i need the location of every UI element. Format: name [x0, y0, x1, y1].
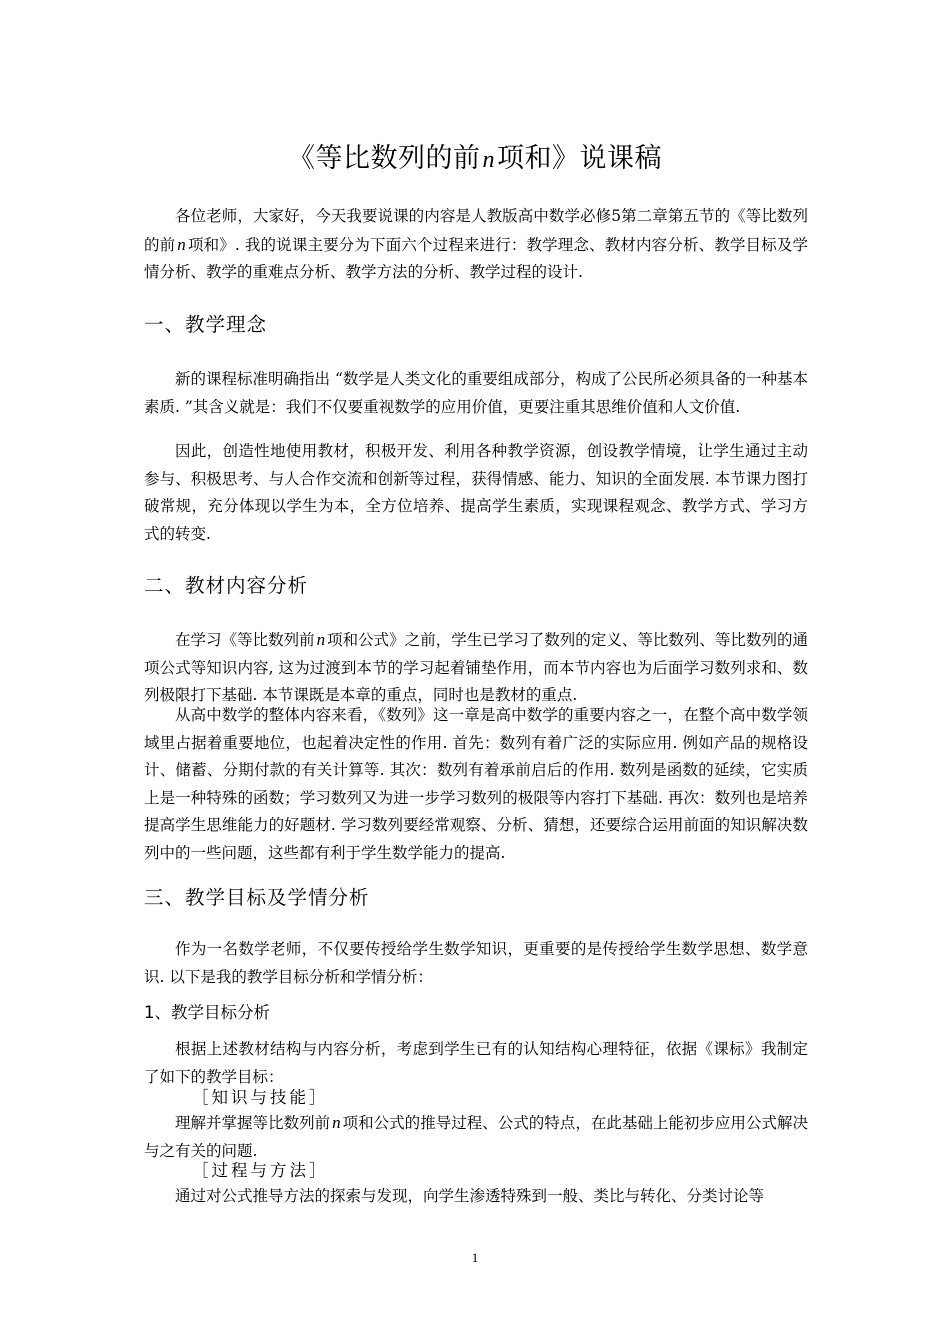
philosophy-paragraph-1: 新的课程标准明确指出 “数学是人类文化的重要组成部分，构成了公民所必须具备的一种基本素质. ”其含义就是：我们不仅要重视数学的应用价值，更要注重其思维价值和人文价值. — [144, 370, 808, 416]
label-knowledge-skills: ［知识与技能］ — [192, 1088, 329, 1107]
content-analysis-paragraph-2: 从高中数学的整体内容来看，《数列》这一章是高中数学的重要内容之一，在整个高中数学领域里占据着重要地位，也起着决定性的作用. 首先：数列有着广泛的实际应用. 例如产品的规格设计、储蓄、分期付款的有关计算等. 其次：数列有着承前启后的作用. 数列是函数的延续，它实质上是一种特殊的函数；学习数列又为进一步学习数列的极限等内容打下基础. 再次：数列也是培养提高学生思维能力的好题材. 学习数列要经常观察、分析、猜想，还要综合运用前面的知识解决数列中的一些问题，这些都有利于学生数学能力的提高. — [144, 706, 808, 862]
content-analysis-paragraph-1 — [144, 626, 808, 710]
intro-text-2: 项和》. 我的说课主要分为下面六个过程来进行：教学理念、教材内容分析、教学目标及学情分析、教学的重难点分析、教学方法的分析、教学过程的设计. — [144, 235, 808, 281]
title-variable: n — [482, 147, 495, 173]
title-text-after: 项和》说课稿 — [497, 143, 662, 174]
content-text-1: 在学习《等比数列前 — [175, 631, 315, 649]
page-title — [0, 136, 950, 175]
intro-paragraph — [144, 203, 808, 287]
intro-variable: n — [177, 234, 186, 254]
page-number: 1 — [471, 1250, 479, 1265]
subheading-objective-analysis: 1、教学目标分析 — [144, 1003, 270, 1022]
section-heading-content-analysis: 二、教材内容分析 — [144, 574, 309, 597]
intro-text-1: 各位老师，大家好，今天我要说课的内容是人教版高中数学必修5第二章第五节的《等比数列的前 — [144, 207, 808, 254]
objective-variable: n — [332, 1113, 341, 1132]
section-heading-philosophy: 一、教学理念 — [144, 313, 268, 336]
objectives-paragraph-1: 作为一名数学老师，不仅要传授给学生数学知识，更重要的是传授给学生数学思想、数学意识. 以下是我的教学目标分析和学情分析： — [144, 940, 808, 986]
objectives-paragraph-4: 通过对公式推导方法的探索与发现，向学生渗透特殊到一般、类比与转化、分类讨论等 — [175, 1187, 765, 1205]
section-heading-objectives: 三、教学目标及学情分析 — [144, 886, 370, 909]
content-text-2: 项和公式》之前，学生已学习了数列的定义、等比数列、等比数列的通项公式等知识内容, 这为过渡到本节的学习起着铺垫作用，而本节内容也为后面学习数列求和、数列极限打下基础. 本节课既是本章的重点，同时也是教材的重点. — [144, 631, 808, 704]
label-process-method: ［过程与方法］ — [192, 1161, 329, 1180]
objective-text-2: 项和公式的推导过程、公式的特点，在此基础上能初步应用公式解决与之有关的问题. — [144, 1114, 808, 1160]
objective-text-1: 理解并掌握等比数列前 — [175, 1114, 331, 1132]
philosophy-paragraph-2: 因此，创造性地使用教材，积极开发、利用各种教学资源，创设教学情境，让学生通过主动参与、积极思考、与人合作交流和创新等过程，获得情感、能力、知识的全面发展. 本节课力图打破常规，充分体现以学生为本，全方位培养、提高学生素质，实现课程观念、教学方式、学习方式的转变. — [144, 442, 808, 543]
objectives-paragraph-2: 根据上述教材结构与内容分析，考虑到学生已有的认知结构心理特征，依据《课标》我制定了如下的教学目标： — [144, 1040, 808, 1086]
title-text-before: 《等比数列的前 — [288, 143, 481, 174]
content-variable: n — [316, 630, 326, 649]
